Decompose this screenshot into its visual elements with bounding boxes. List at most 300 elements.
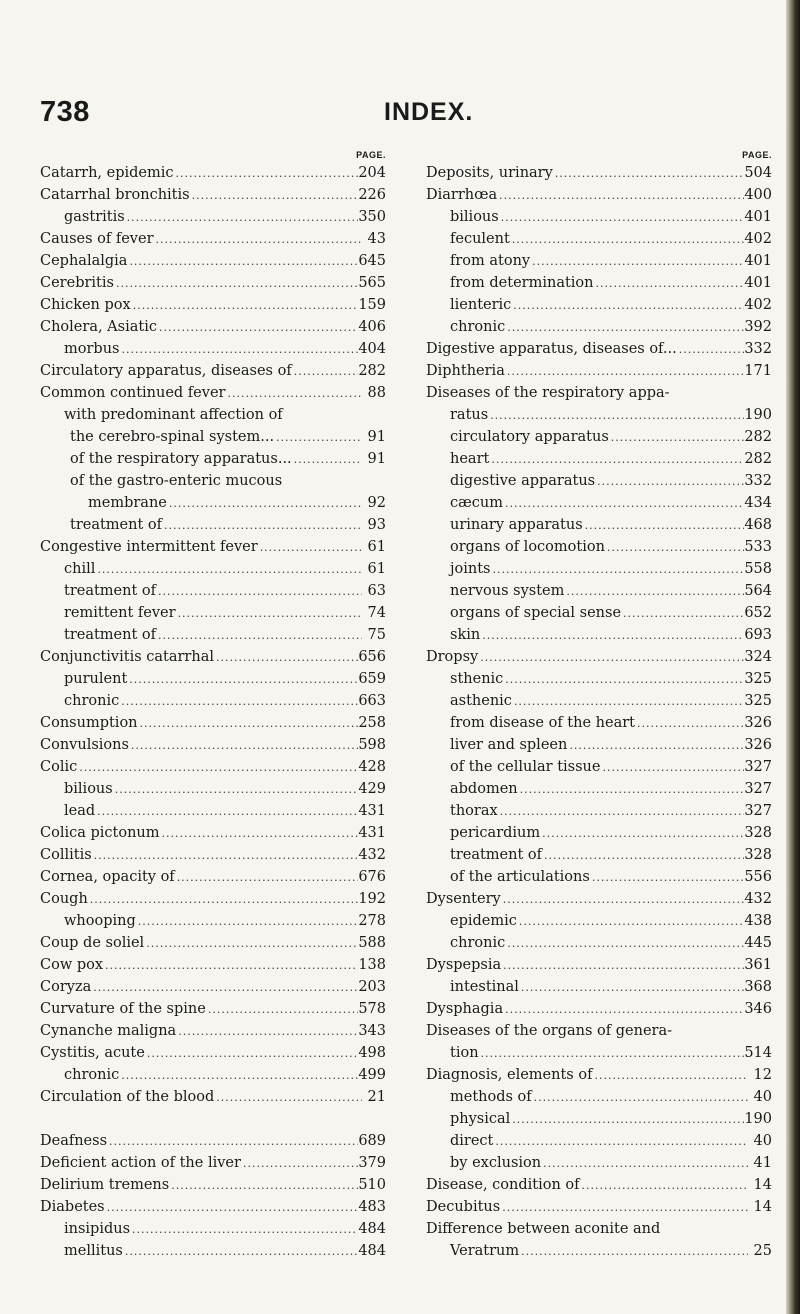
entry-term: circulatory apparatus <box>450 429 609 445</box>
index-entry <box>426 756 772 778</box>
entry-page-number: 327 <box>744 781 772 797</box>
dot-leader <box>505 933 744 954</box>
dot-leader <box>553 163 745 184</box>
index-entry <box>426 1218 772 1240</box>
dot-leader <box>127 669 358 690</box>
entry-page-number: 578 <box>358 1001 386 1017</box>
page-column-label: PAGE. <box>356 150 386 160</box>
entry-term: Dyspepsia <box>426 957 502 973</box>
entry-page-number: 282 <box>358 363 386 379</box>
entry-page-number: 25 <box>753 1243 772 1259</box>
dot-leader <box>95 801 358 822</box>
entry-page-number: 93 <box>367 517 386 533</box>
dot-leader <box>95 559 362 580</box>
index-entry <box>426 492 772 514</box>
entry-term: sthenic <box>450 671 504 687</box>
index-entry <box>426 1020 772 1042</box>
dot-leader <box>167 493 362 514</box>
index-entry <box>40 932 386 954</box>
entry-page-number: 434 <box>744 495 772 511</box>
dot-leader <box>479 1043 745 1064</box>
dot-leader <box>635 713 744 734</box>
entry-term: Diseases of the organs of genera- <box>426 1023 673 1039</box>
page-column-label: PAGE. <box>742 150 772 160</box>
entry-term: Diseases of the respiratory appa- <box>426 385 670 401</box>
entry-page-number: 74 <box>367 605 386 621</box>
index-entry <box>40 580 386 602</box>
index-entry <box>40 866 386 888</box>
dot-leader <box>144 933 358 954</box>
index-entry <box>426 976 772 998</box>
index-entry <box>426 316 772 338</box>
index-entry <box>426 184 772 206</box>
dot-leader <box>107 1131 358 1152</box>
dot-leader <box>176 1021 358 1042</box>
dot-leader <box>490 559 744 580</box>
index-entry <box>40 338 386 360</box>
entry-page-number: 406 <box>358 319 386 335</box>
dot-leader <box>503 493 744 514</box>
index-column-left <box>40 150 386 1262</box>
entry-page-number: 428 <box>358 759 386 775</box>
index-entry <box>426 1240 772 1262</box>
dot-leader <box>540 823 744 844</box>
entry-term: organs of locomotion <box>450 539 605 555</box>
dot-leader <box>225 383 362 404</box>
dot-leader <box>88 889 359 910</box>
index-entry <box>426 250 772 272</box>
dot-leader <box>505 317 744 338</box>
entry-page-number: 564 <box>744 583 772 599</box>
dot-leader <box>114 273 358 294</box>
entry-page-number: 498 <box>358 1045 386 1061</box>
entry-term: morbus <box>64 341 120 357</box>
entry-term: Catarrhal bronchitis <box>40 187 190 203</box>
entry-term: direct <box>450 1133 494 1149</box>
dot-leader <box>518 779 745 800</box>
entry-page-number: 663 <box>358 693 386 709</box>
dot-leader <box>119 339 358 360</box>
entry-term: Congestive intermittent fever <box>40 539 258 555</box>
index-entry <box>426 294 772 316</box>
dot-leader <box>478 647 744 668</box>
entry-page-number: 676 <box>358 869 386 885</box>
dot-leader <box>519 977 744 998</box>
entry-page-number: 328 <box>744 847 772 863</box>
entry-term: pericardium <box>450 825 541 841</box>
dot-leader <box>274 427 362 448</box>
index-entry <box>40 514 386 536</box>
entry-term: chill <box>64 561 96 577</box>
entry-page-number: 484 <box>358 1221 386 1237</box>
entry-page-number: 61 <box>367 561 386 577</box>
dot-leader <box>595 471 744 492</box>
dot-leader <box>600 757 744 778</box>
dot-leader <box>567 735 744 756</box>
index-entry <box>426 734 772 756</box>
index-entry <box>426 448 772 470</box>
index-entry <box>426 690 772 712</box>
entry-term: from atony <box>450 253 531 269</box>
dot-leader <box>92 845 359 866</box>
dot-leader <box>501 955 744 976</box>
entry-term: Diphtheria <box>426 363 505 379</box>
entry-page-number: 92 <box>367 495 386 511</box>
index-entry <box>426 1064 772 1086</box>
dot-leader <box>105 1197 359 1218</box>
index-entry <box>426 1042 772 1064</box>
entry-page-number: 400 <box>744 187 772 203</box>
entry-term: by exclusion <box>450 1155 542 1171</box>
index-entry <box>40 602 386 624</box>
entry-term: treatment of <box>64 627 157 643</box>
entry-page-number: 445 <box>744 935 772 951</box>
index-entry <box>426 910 772 932</box>
entry-page-number: 282 <box>744 451 772 467</box>
dot-leader <box>503 669 744 690</box>
index-entry <box>426 1152 772 1174</box>
dot-leader <box>154 229 362 250</box>
entry-term: asthenic <box>450 693 512 709</box>
entry-term: treatment of <box>70 517 163 533</box>
entry-term: organs of special sense <box>450 605 622 621</box>
entry-term: Deposits, urinary <box>426 165 553 181</box>
index-entry <box>40 712 386 734</box>
index-entry <box>40 734 386 756</box>
entry-term: nervous system <box>450 583 565 599</box>
entry-term: Diabetes <box>40 1199 105 1215</box>
dot-leader <box>113 779 359 800</box>
index-entry <box>40 558 386 580</box>
entry-page-number: 326 <box>744 715 772 731</box>
index-entry <box>426 844 772 866</box>
dot-leader <box>480 625 744 646</box>
entry-term: of the cellular tissue <box>450 759 601 775</box>
entry-term: lienteric <box>450 297 512 313</box>
index-entry <box>40 1240 386 1262</box>
entry-page-number: 324 <box>744 649 772 665</box>
index-entry <box>40 1130 386 1152</box>
entry-page-number: 12 <box>753 1067 772 1083</box>
entry-term: Convulsions <box>40 737 129 753</box>
entry-term: Digestive apparatus, diseases of... <box>426 341 677 357</box>
entry-term: abdomen <box>450 781 518 797</box>
index-entry <box>426 1174 772 1196</box>
entry-page-number: 41 <box>753 1155 772 1171</box>
index-entry <box>40 756 386 778</box>
entry-page-number: 91 <box>367 451 386 467</box>
entry-page-number: 327 <box>744 803 772 819</box>
entry-term: Conjunctivitis catarrhal <box>40 649 214 665</box>
dot-leader <box>241 1153 358 1174</box>
index-entry <box>426 536 772 558</box>
index-entry <box>40 1020 386 1042</box>
entry-term: whooping <box>64 913 136 929</box>
entry-term: Cholera, Asiatic <box>40 319 157 335</box>
index-entry <box>426 404 772 426</box>
entry-term: purulent <box>64 671 128 687</box>
entry-term: Dysphagia <box>426 1001 504 1017</box>
entry-term: Cough <box>40 891 88 907</box>
dot-leader <box>77 757 358 778</box>
dot-leader <box>532 1087 748 1108</box>
entry-term: the cerebro-spinal system... <box>70 429 275 445</box>
entry-page-number: 326 <box>744 737 772 753</box>
dot-leader <box>493 1131 748 1152</box>
entry-term: Common continued fever <box>40 385 226 401</box>
index-entry <box>40 1174 386 1196</box>
index-entry <box>426 228 772 250</box>
dot-leader <box>292 361 359 382</box>
entry-term: chronic <box>64 1067 120 1083</box>
dot-leader <box>489 449 744 470</box>
entry-page-number: 75 <box>367 627 386 643</box>
entry-page-number: 346 <box>744 1001 772 1017</box>
entry-page-number: 533 <box>744 539 772 555</box>
entry-page-number: 431 <box>358 803 386 819</box>
entry-term: insipidus <box>64 1221 131 1237</box>
index-entry <box>426 602 772 624</box>
index-entry <box>426 1130 772 1152</box>
dot-leader <box>157 317 358 338</box>
entry-term: remittent fever <box>64 605 176 621</box>
entry-page-number: 88 <box>367 385 386 401</box>
index-entry <box>426 822 772 844</box>
index-entry <box>40 624 386 646</box>
entry-page-number: 404 <box>358 341 386 357</box>
dot-leader <box>564 581 744 602</box>
entry-page-number: 432 <box>358 847 386 863</box>
index-entry <box>40 448 386 470</box>
index-entry <box>40 1196 386 1218</box>
dot-leader <box>512 691 744 712</box>
entry-term: Colic <box>40 759 78 775</box>
entry-term: Collitis <box>40 847 92 863</box>
entry-page-number: 63 <box>367 583 386 599</box>
entry-term: Cornea, opacity of <box>40 869 175 885</box>
index-entry <box>426 470 772 492</box>
dot-leader <box>594 273 745 294</box>
entry-term: joints <box>450 561 491 577</box>
entry-page-number: 258 <box>358 715 386 731</box>
index-entry <box>40 998 386 1020</box>
index-entry <box>40 976 386 998</box>
index-entry <box>426 712 772 734</box>
entry-page-number: 483 <box>358 1199 386 1215</box>
index-entry <box>40 1064 386 1086</box>
entry-page-number: 43 <box>367 231 386 247</box>
index-entry <box>426 800 772 822</box>
index-entry <box>426 272 772 294</box>
entry-page-number: 556 <box>744 869 772 885</box>
page-number: 738 <box>40 96 90 128</box>
index-entry <box>40 382 386 404</box>
dot-leader <box>127 251 358 272</box>
dot-leader <box>130 1219 358 1240</box>
entry-term: Veratrum <box>450 1243 520 1259</box>
entry-page-number: 190 <box>744 407 772 423</box>
dot-leader <box>519 1241 748 1262</box>
entry-page-number: 598 <box>358 737 386 753</box>
index-entry <box>40 360 386 382</box>
entry-page-number: 226 <box>358 187 386 203</box>
entry-term: treatment of <box>450 847 543 863</box>
dot-leader <box>677 339 745 360</box>
entry-term: Decubitus <box>426 1199 501 1215</box>
entry-term: feculent <box>450 231 510 247</box>
page-title: INDEX. <box>384 98 474 126</box>
entry-page-number: 588 <box>358 935 386 951</box>
entry-term: Cephalalgia <box>40 253 128 269</box>
entry-term: Cystitis, acute <box>40 1045 145 1061</box>
entry-term: Diarrhœa <box>426 187 498 203</box>
index-entry <box>40 646 386 668</box>
entry-page-number: 401 <box>744 275 772 291</box>
index-entry <box>40 954 386 976</box>
index-entry <box>40 206 386 228</box>
dot-leader <box>592 1065 748 1086</box>
dot-leader <box>119 1065 358 1086</box>
entry-page-number: 659 <box>358 671 386 687</box>
entry-term: of the gastro-enteric mucous <box>70 473 283 489</box>
entry-term: Coup de soliel <box>40 935 145 951</box>
index-entry <box>40 162 386 184</box>
entry-term: bilious <box>450 209 499 225</box>
dot-leader <box>583 515 745 536</box>
entry-page-number: 159 <box>358 297 386 313</box>
entry-page-number: 91 <box>367 429 386 445</box>
entry-term: Delirium tremens <box>40 1177 170 1193</box>
entry-term: Curvature of the spine <box>40 1001 206 1017</box>
entry-term: gastritis <box>64 209 125 225</box>
entry-term: Diagnosis, elements of <box>426 1067 593 1083</box>
entry-page-number: 499 <box>358 1067 386 1083</box>
index-entry <box>426 646 772 668</box>
entry-term: Dropsy <box>426 649 479 665</box>
entry-term: intestinal <box>450 979 519 995</box>
dot-leader <box>500 1197 748 1218</box>
entry-page-number: 278 <box>358 913 386 929</box>
index-entry <box>40 294 386 316</box>
index-entry <box>40 470 386 492</box>
dot-leader <box>145 1043 358 1064</box>
entry-page-number: 325 <box>744 693 772 709</box>
index-entry <box>426 426 772 448</box>
index-entry <box>426 932 772 954</box>
dot-leader <box>499 207 745 228</box>
index-entry <box>426 624 772 646</box>
dot-leader <box>214 1087 362 1108</box>
entry-page-number: 689 <box>358 1133 386 1149</box>
entry-term: skin <box>450 627 481 643</box>
dot-leader <box>580 1175 748 1196</box>
dot-leader <box>505 361 744 382</box>
entry-term: chronic <box>64 693 120 709</box>
dot-leader <box>621 603 744 624</box>
dot-leader <box>530 251 744 272</box>
entry-term: thorax <box>450 803 498 819</box>
index-entry <box>40 910 386 932</box>
index-entry <box>40 690 386 712</box>
entry-term: Disease, condition of <box>426 1177 580 1193</box>
entry-page-number: 332 <box>744 473 772 489</box>
entry-page-number: 402 <box>744 231 772 247</box>
dot-leader <box>609 427 745 448</box>
entry-term: Causes of fever <box>40 231 154 247</box>
entry-page-number: 379 <box>358 1155 386 1171</box>
entry-page-number: 361 <box>744 957 772 973</box>
index-entry <box>426 1086 772 1108</box>
entry-term: Difference between aconite and <box>426 1221 661 1237</box>
entry-page-number: 401 <box>744 253 772 269</box>
entry-page-number: 392 <box>744 319 772 335</box>
entry-term: of the respiratory apparatus... <box>70 451 292 467</box>
entry-page-number: 40 <box>753 1089 772 1105</box>
entry-page-number: 40 <box>753 1133 772 1149</box>
entry-term: mellitus <box>64 1243 123 1259</box>
entry-page-number: 432 <box>744 891 772 907</box>
dot-leader <box>258 537 362 558</box>
entry-page-number: 645 <box>358 253 386 269</box>
dot-leader <box>119 691 358 712</box>
entry-page-number: 138 <box>358 957 386 973</box>
index-entry <box>40 822 386 844</box>
entry-term: chronic <box>450 935 506 951</box>
index-entry <box>40 316 386 338</box>
entry-term: Coryza <box>40 979 92 995</box>
index-entry <box>426 778 772 800</box>
index-entry <box>40 1218 386 1240</box>
entry-term: Cerebritis <box>40 275 114 291</box>
dot-leader <box>156 625 362 646</box>
entry-page-number: 61 <box>367 539 386 555</box>
dot-leader <box>136 911 359 932</box>
dot-leader <box>501 889 745 910</box>
dot-leader <box>174 163 359 184</box>
entry-page-number: 484 <box>358 1243 386 1259</box>
entry-page-number: 656 <box>358 649 386 665</box>
entry-term: from determination <box>450 275 594 291</box>
entry-page-number: 332 <box>744 341 772 357</box>
dot-leader <box>510 1109 744 1130</box>
dot-leader <box>129 735 358 756</box>
index-entry <box>40 272 386 294</box>
entry-term: with predominant affection of <box>64 407 283 423</box>
index-entry <box>40 184 386 206</box>
entry-page-number: 558 <box>744 561 772 577</box>
index-column-right <box>426 150 772 1262</box>
entry-term: Deficient action of the liver <box>40 1155 241 1171</box>
entry-term: physical <box>450 1111 511 1127</box>
entry-term: Colica pictonum <box>40 825 160 841</box>
dot-leader <box>498 801 745 822</box>
dot-leader <box>214 647 358 668</box>
entry-page-number: 468 <box>744 517 772 533</box>
dot-leader <box>138 713 359 734</box>
index-entry <box>40 536 386 558</box>
entry-term: digestive apparatus <box>450 473 596 489</box>
entry-term: from disease of the heart <box>450 715 635 731</box>
entry-term: lead <box>64 803 96 819</box>
entry-page-number: 14 <box>753 1199 772 1215</box>
index-entry <box>40 1152 386 1174</box>
index-entry <box>426 1196 772 1218</box>
index-entry <box>40 844 386 866</box>
entry-page-number: 325 <box>744 671 772 687</box>
entry-term: chronic <box>450 319 506 335</box>
entry-page-number: 565 <box>358 275 386 291</box>
entry-term: heart <box>450 451 490 467</box>
